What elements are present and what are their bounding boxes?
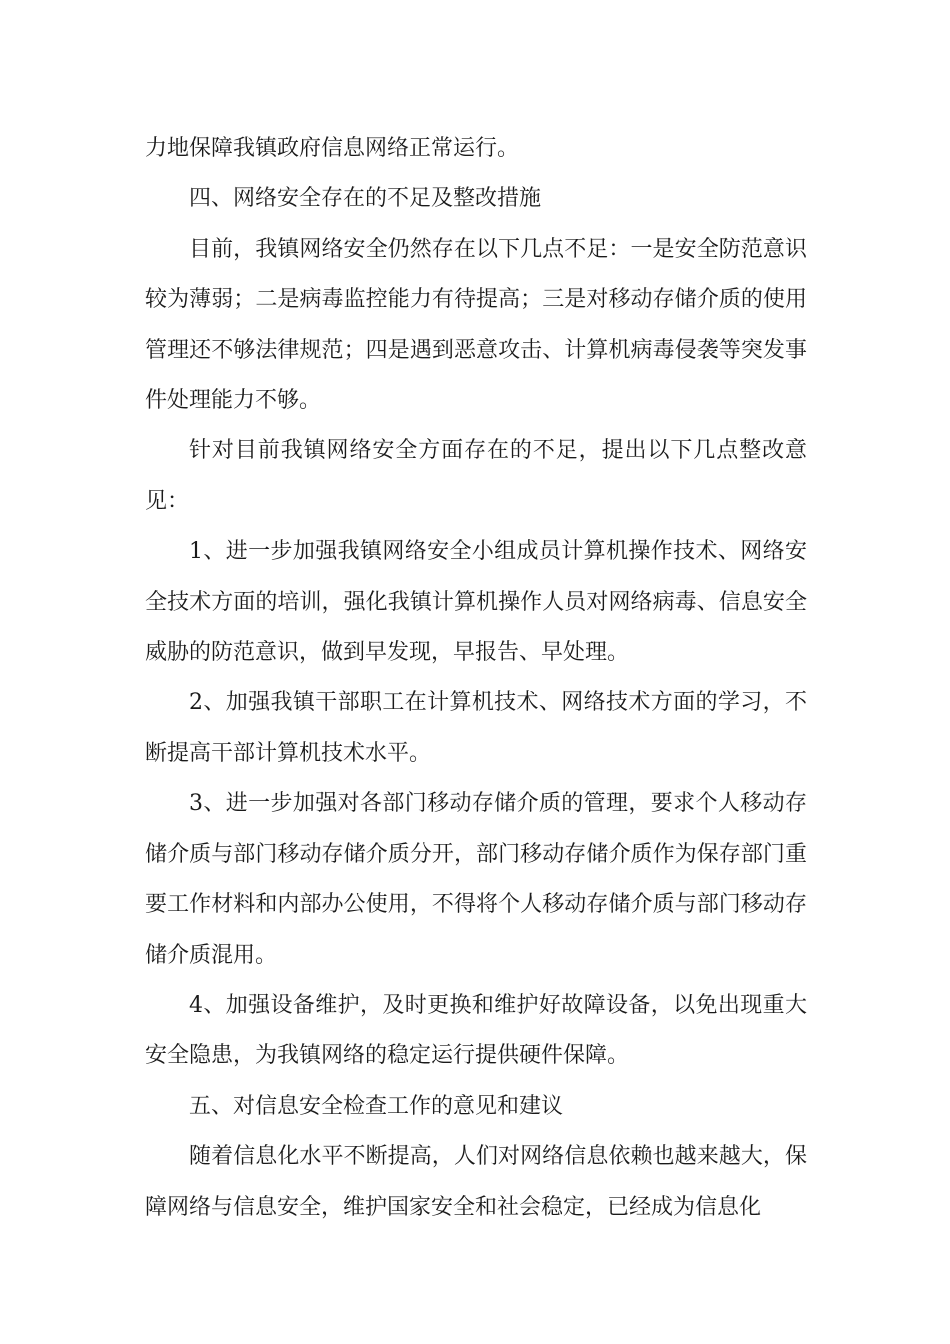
- list-item-2: 2、加强我镇干部职工在计算机技术、网络技术方面的学习，不断提高干部计算机技术水平。: [145, 690, 807, 766]
- paragraph-rectification-intro: 针对目前我镇网络安全方面存在的不足，提出以下几点整改意见：: [145, 438, 807, 514]
- list-item-4: 4、加强设备维护，及时更换和维护好故障设备，以免出现重大安全隐患，为我镇网络的稳定运行提供硬件保障。: [145, 992, 807, 1069]
- list-item-1: 1、进一步加强我镇网络安全小组成员计算机操作技术、网络安全技术方面的培训，强化我镇计算机操作人员对网络病毒、信息安全威胁的防范意识，做到早发现，早报告、早处理。: [145, 539, 807, 666]
- section-heading-5: 五、对信息安全检查工作的意见和建议: [189, 1093, 564, 1119]
- document-body: [145, 124, 807, 1233]
- paragraph-suggestions: 随着信息化水平不断提高，人们对网络信息依赖也越来越大，保障网络与信息安全，维护国家安全和社会稳定，已经成为信息化: [145, 1144, 807, 1220]
- paragraph-deficiencies: 目前，我镇网络安全仍然存在以下几点不足：一是安全防范意识较为薄弱；二是病毒监控能力有待提高；三是对移动存储介质的使用管理还不够法律规范；四是遇到恶意攻击、计算机病毒侵袭等突发事件处理能力不够。: [145, 236, 807, 414]
- list-item-3: 3、进一步加强对各部门移动存储介质的管理，要求个人移动存储介质与部门移动存储介质分开，部门移动存储介质作为保存部门重要工作材料和内部办公使用，不得将个人移动存储介质与部门移动存储介质混用。: [145, 791, 807, 968]
- paragraph-continuation: 力地保障我镇政府信息网络正常运行。: [145, 136, 520, 161]
- section-heading-4: 四、网络安全存在的不足及整改措施: [189, 186, 542, 212]
